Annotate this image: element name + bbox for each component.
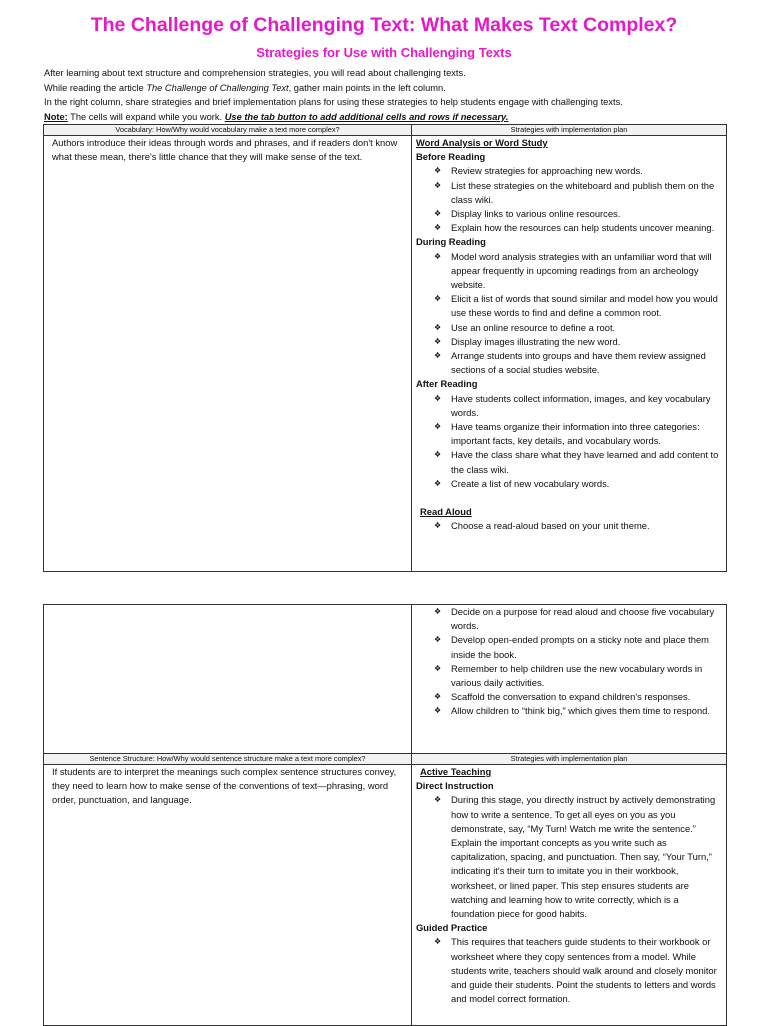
list-item: ❖ Have teams organize their information into three categories: important facts, key details, and vocabulary words. <box>416 420 722 448</box>
list-item: ❖ Elicit a list of words that sound similar and model how you would use these words to find and define a common root. <box>416 292 722 320</box>
list-item: ❖ List these strategies on the whiteboard and publish them on the class wiki. <box>416 179 722 207</box>
page-title: The Challenge of Challenging Text: What Makes Text Complex? <box>90 14 678 36</box>
sentence-answer-cell[interactable] <box>44 765 412 1026</box>
after-reading-label: After Reading <box>416 378 478 390</box>
direct-instruction-list <box>416 793 722 921</box>
article-title: The Challenge of Challenging Text <box>146 82 289 93</box>
list-item: ❖ Have students collect information, images, and key vocabulary words. <box>416 392 722 420</box>
strategies-header: Strategies with implementation plan <box>412 125 727 136</box>
note-line <box>44 110 744 125</box>
list-item: ❖ Display links to various online resources. <box>416 207 722 221</box>
list-item: ❖ Use an online resource to define a root. <box>416 321 722 335</box>
vocabulary-answer-text: Authors introduce their ideas through words and phrases, and if readers don't know what these mean, there's little chance that they will make sense of the text. <box>52 137 398 163</box>
table-row <box>44 136 727 572</box>
direct-instruction-label: Direct Instruction <box>416 780 494 792</box>
instruction-line <box>44 81 744 96</box>
list-item: ❖ Decide on a purpose for read aloud and choose five vocabulary words. <box>416 605 722 633</box>
active-teaching-heading: Active Teaching <box>420 766 492 777</box>
list-item: ❖ This requires that teachers guide students to their workbook or worksheet where they copy sentences from a model. While students write, teachers should walk around and closely monitor and guide their students. Point the students to letters and words and model correct formation. <box>416 935 722 1006</box>
list-item: ❖ Allow children to “think big,” which gives them time to respond. <box>416 704 722 718</box>
list-item: ❖ Create a list of new vocabulary words. <box>416 477 722 491</box>
guided-practice-label: Guided Practice <box>416 922 488 934</box>
during-reading-label: During Reading <box>416 236 486 248</box>
word-analysis-heading: Word Analysis or Word Study <box>416 137 548 148</box>
table-row <box>44 605 727 754</box>
instruction-text: While reading the article <box>44 82 147 93</box>
instruction-line: In the right column, share strategies and brief implementation plans for using these strategies to help students engage with challenging texts. <box>44 97 623 107</box>
page-subtitle: Strategies for Use with Challenging Texts <box>256 45 512 60</box>
sentence-structure-table <box>43 604 727 1026</box>
sentence-answer-text: If students are to interpret the meanings such complex sentence structures convey, they need to learn how to make sense of the conventions of text—phrasing, word order, punctuation, and language. <box>52 766 397 806</box>
list-item: ❖ During this stage, you directly instruct by actively demonstrating how to write a sentence. To get all eyes on you as you demonstrate, say, “My Turn! Watch me write the sentence.” Explain the important concepts as you write such as capitalization, spacing, and punctuation. Then say, “Your Turn,” indicating it's their turn to imitate you in their workbook, worksheet, or lined paper. This step ensures students are watching and learning how to write correctly, which is a foundation piece for good habits. <box>416 793 722 921</box>
list-item: ❖ Develop open-ended prompts on a sticky note and place them inside the book. <box>416 633 722 661</box>
during-reading-list <box>416 250 722 378</box>
read-aloud-list <box>416 519 722 533</box>
note-text: The cells will expand while you work. <box>67 111 225 122</box>
table-header-row <box>44 125 727 136</box>
instruction-text: , gather main points in the left column. <box>288 82 446 93</box>
guided-practice-list <box>416 935 722 1006</box>
list-item: ❖ Have the class share what they have learned and add content to the class wiki. <box>416 448 722 476</box>
note-label: Note: <box>44 111 68 122</box>
list-item: ❖ Scaffold the conversation to expand children's responses. <box>416 690 722 704</box>
sentence-strategies-cell[interactable] <box>412 765 727 1026</box>
table-header-row <box>44 754 727 765</box>
list-item: ❖ Choose a read-aloud based on your unit theme. <box>416 519 722 533</box>
list-item: ❖ Model word analysis strategies with an unfamiliar word that will appear frequently in upcoming readings from an archeology website. <box>416 250 722 293</box>
before-reading-list <box>416 164 722 235</box>
read-aloud-list-continued <box>416 605 722 719</box>
strategies-header: Strategies with implementation plan <box>412 754 727 765</box>
instruction-line: After learning about text structure and comprehension strategies, you will read about challenging texts. <box>44 68 466 78</box>
after-reading-list <box>416 392 722 491</box>
read-aloud-continued-cell[interactable] <box>412 605 727 754</box>
instructions <box>44 66 744 124</box>
list-item: ❖ Explain how the resources can help students uncover meaning. <box>416 221 722 235</box>
list-item: ❖ Display images illustrating the new word. <box>416 335 722 349</box>
list-item: ❖ Remember to help children use the new vocabulary words in various daily activities. <box>416 662 722 690</box>
before-reading-label: Before Reading <box>416 151 486 163</box>
vocabulary-table <box>43 124 727 572</box>
note-emphasis: Use the tab button to add additional cells and rows if necessary. <box>224 111 509 122</box>
table-row <box>44 765 727 1026</box>
vocabulary-question-header: Vocabulary: How/Why would vocabulary make a text more complex? <box>44 125 412 136</box>
read-aloud-heading: Read Aloud <box>420 506 472 518</box>
sentence-question-header: Sentence Structure: How/Why would sentence structure make a text more complex? <box>44 754 412 765</box>
list-item: ❖ Arrange students into groups and have them review assigned sections of a social studies website. <box>416 349 722 377</box>
vocabulary-strategies-cell[interactable] <box>412 136 727 572</box>
list-item: ❖ Review strategies for approaching new words. <box>416 164 722 178</box>
vocabulary-answer-cell[interactable] <box>44 136 412 572</box>
continuation-left-cell[interactable] <box>44 605 412 754</box>
